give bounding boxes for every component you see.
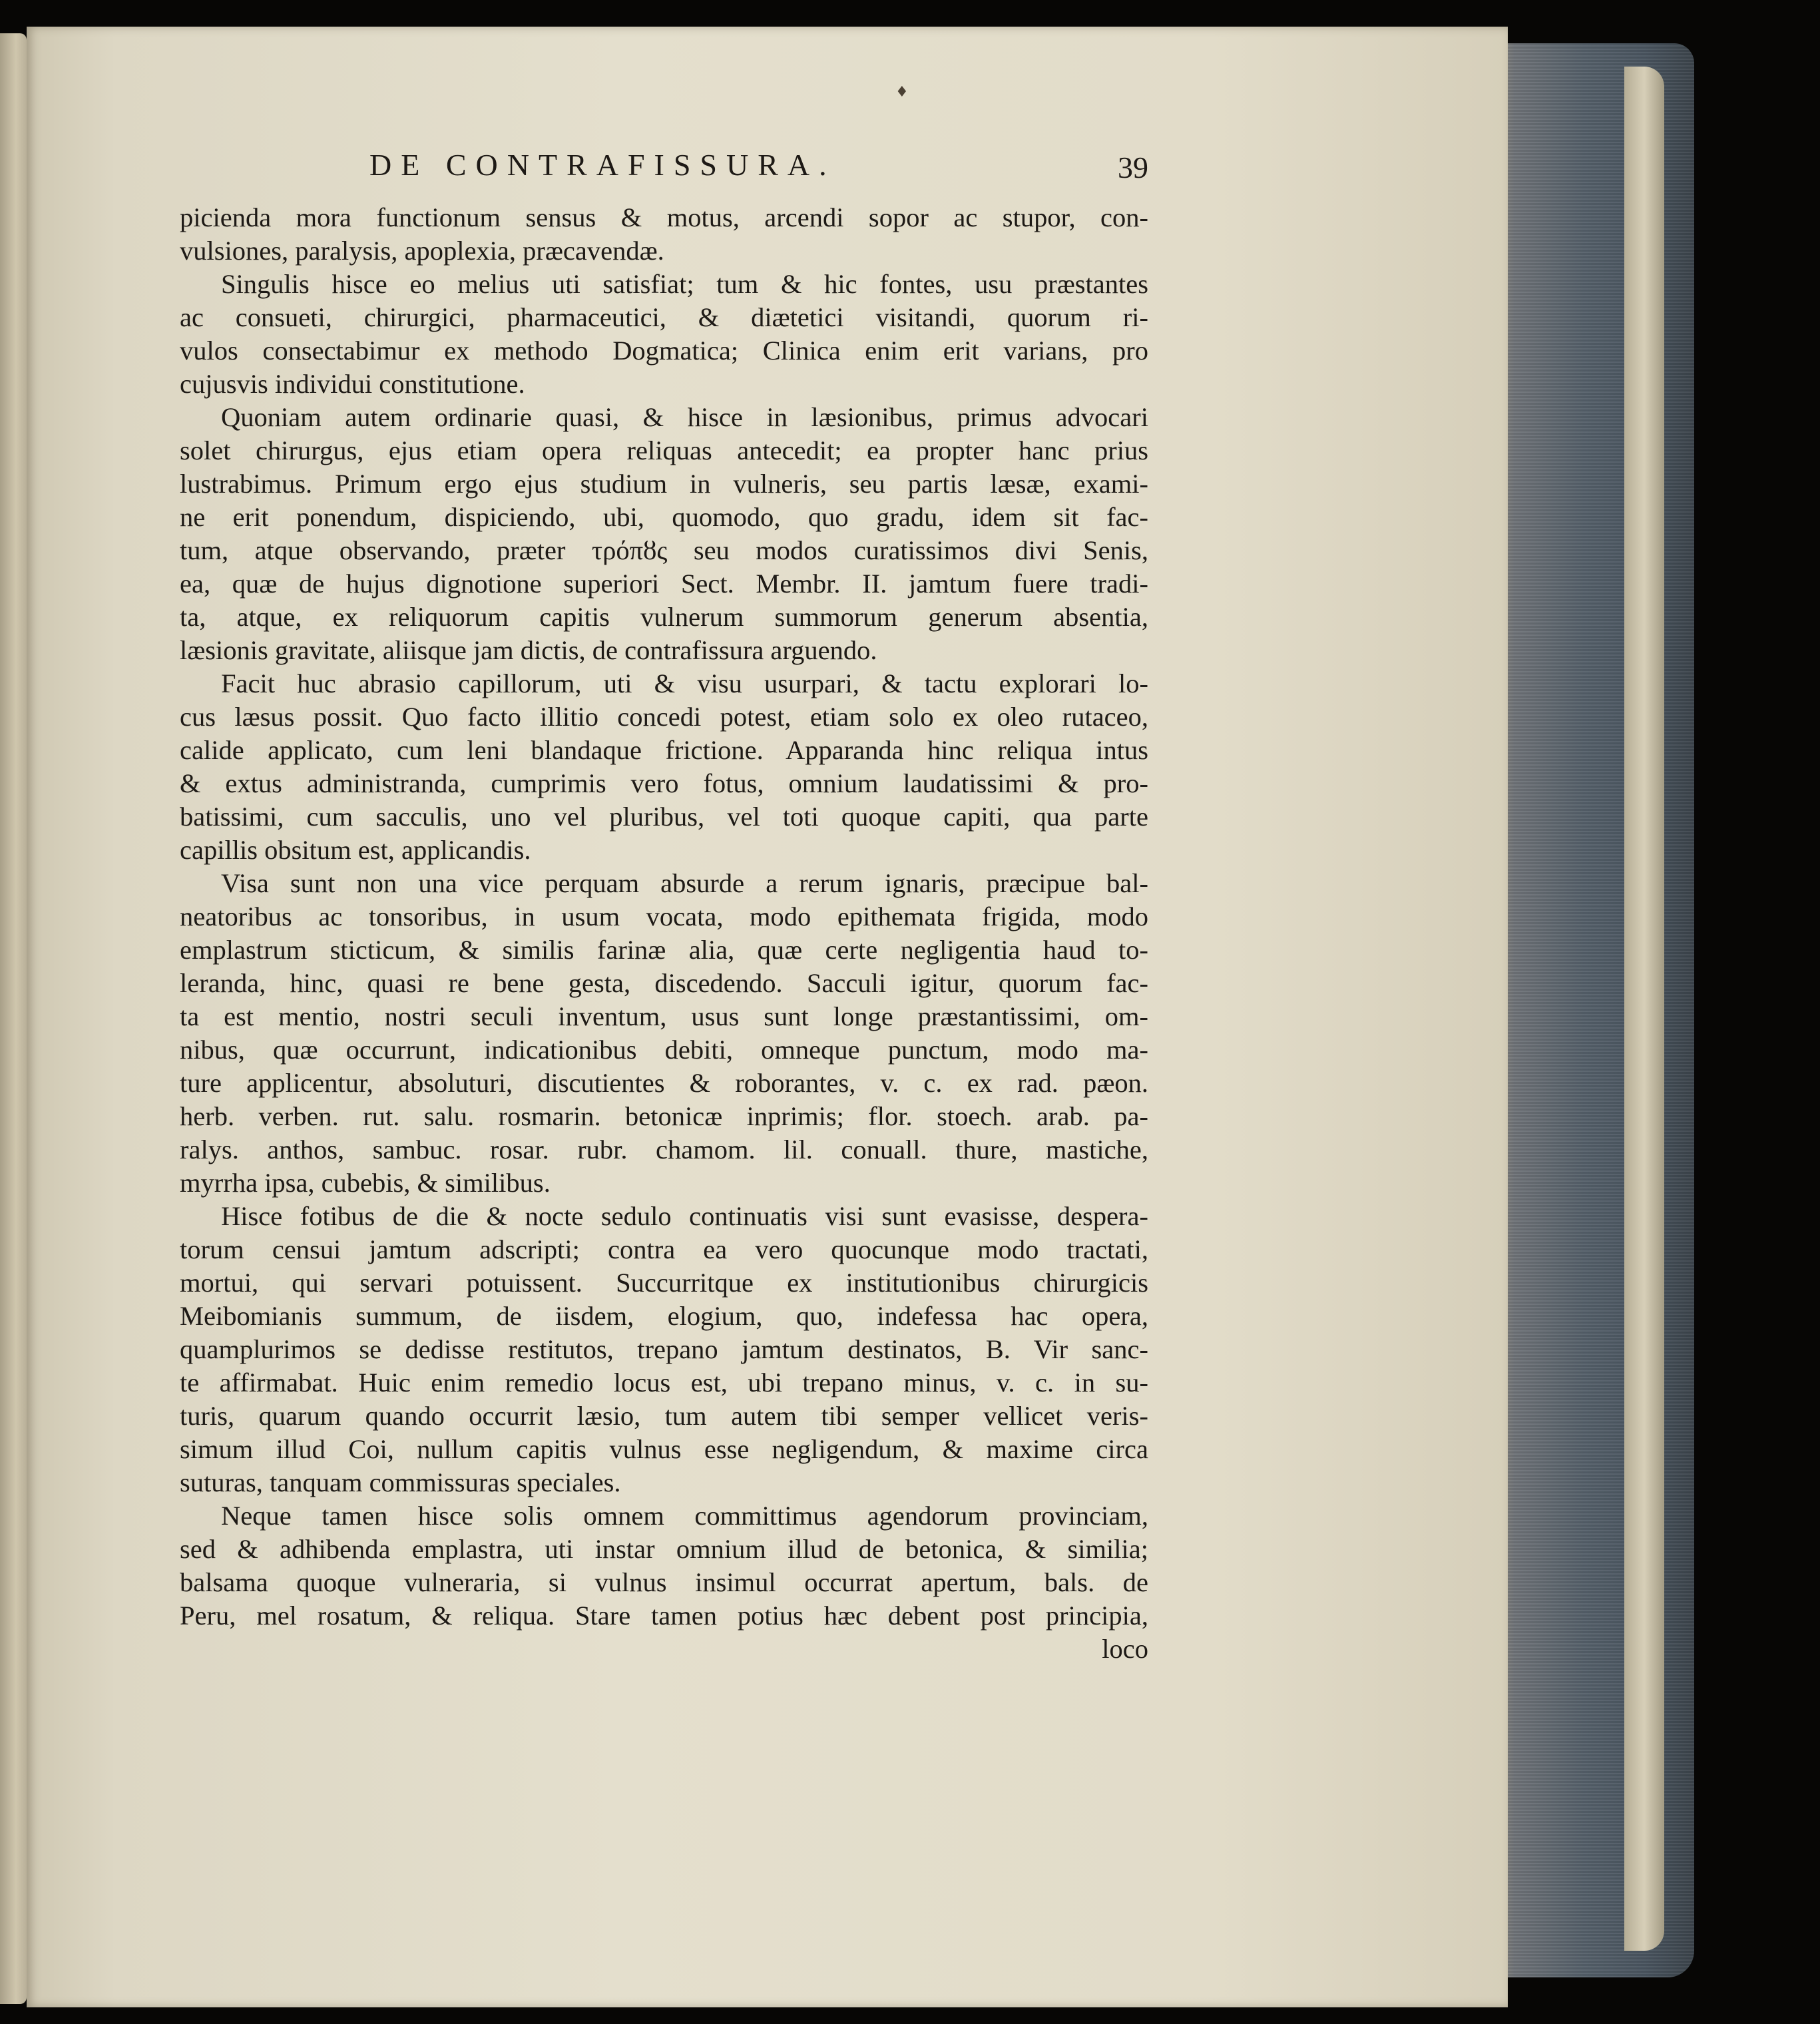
text-line: læsionis gravitate, aliisque jam dictis, de contrafissura arguendo.	[180, 635, 877, 665]
text-line: simum illud Coi, nullum capitis vulnus esse negligendum, & maxime circa	[180, 1434, 1148, 1464]
text-line: leranda, hinc, quasi re bene gesta, discedendo. Sacculi igitur, quorum fac-	[180, 968, 1148, 998]
text-line: Meibomianis summum, de iisdem, elogium, quo, indefessa hac opera,	[180, 1301, 1148, 1331]
text-line: sed & adhibenda emplastra, uti instar omnium illud de betonica, & similia;	[180, 1534, 1148, 1564]
text-line: solet chirurgus, ejus etiam opera reliquas antecedit; ea propter hanc prius	[180, 435, 1148, 465]
text-line: Facit huc abrasio capillorum, uti & visu usurpari, & tactu explorari lo-	[221, 668, 1148, 698]
text-line: myrrha ipsa, cubebis, & similibus.	[180, 1168, 551, 1198]
text-line: cujusvis individui constitutione.	[180, 369, 525, 399]
text-line: balsama quoque vulneraria, si vulnus insimul occurrat apertum, bals. de	[180, 1567, 1148, 1597]
text-line: Quoniam autem ordinarie quasi, & hisce in læsionibus, primus advocari	[221, 402, 1148, 432]
catchword: loco	[1102, 1634, 1148, 1664]
text-line: tum, atque observando, præter τρόπȣς seu modos curatissimos divi Senis,	[180, 535, 1148, 565]
text-line: nibus, quæ occurrunt, indicationibus debiti, omneque punctum, modo ma-	[180, 1035, 1148, 1065]
text-line: vulsiones, paralysis, apoplexia, præcavendæ.	[180, 236, 664, 266]
text-line: calide applicato, cum leni blandaque frictione. Apparanda hinc reliqua intus	[180, 735, 1148, 765]
text-line: Neque tamen hisce solis omnem committimus agendorum provinciam,	[221, 1501, 1148, 1531]
ornament-mark: ♦	[895, 84, 909, 101]
text-line: ralys. anthos, sambuc. rosar. rubr. chamom. lil. conuall. thure, mastiche,	[180, 1135, 1148, 1164]
text-line: batissimi, cum sacculis, uno vel pluribus, vel toti quoque capiti, qua parte	[180, 802, 1148, 832]
text-line: Visa sunt non una vice perquam absurde a rerum ignaris, præcipue bal-	[221, 868, 1148, 898]
text-line: ac consueti, chirurgici, pharmaceutici, & diætetici visitandi, quorum ri-	[180, 302, 1148, 332]
text-line: ne erit ponendum, dispiciendo, ubi, quomodo, quo gradu, idem sit fac-	[180, 502, 1148, 532]
text-line: ta est mentio, nostri seculi inventum, usus sunt longe præstantissimi, om-	[180, 1001, 1148, 1031]
text-line: lustrabimus. Primum ergo ejus studium in vulneris, seu partis læsæ, exami-	[180, 469, 1148, 499]
text-line: suturas, tanquam commissuras speciales.	[180, 1467, 621, 1497]
page-number: 39	[1118, 150, 1148, 184]
text-line: ea, quæ de hujus dignotione superiori Sect. Membr. II. jamtum fuere tradi-	[180, 569, 1148, 599]
text-line: quamplurimos se dedisse restitutos, trepano jamtum destinatos, B. Vir sanc-	[180, 1334, 1148, 1364]
running-head: DE CONTRAFISSURA.	[369, 148, 836, 182]
text-line: ta, atque, ex reliquorum capitis vulnerum summorum generum absentia,	[180, 602, 1148, 632]
text-line: & extus administranda, cumprimis vero fotus, omnium laudatissimi & pro-	[180, 768, 1148, 798]
text-line: emplastrum sticticum, & similis farinæ alia, quæ certe negligentia haud to-	[180, 935, 1148, 965]
text-line: turis, quarum quando occurrit læsio, tum autem tibi semper vellicet veris-	[180, 1401, 1148, 1431]
text-line: neatoribus ac tonsoribus, in usum vocata, modo epithemata frigida, modo	[180, 901, 1148, 931]
text-line: picienda mora functionum sensus & motus, arcendi sopor ac stupor, con-	[180, 202, 1148, 232]
text-line: ture applicentur, absoluturi, discutientes & roborantes, v. c. ex rad. pæon.	[180, 1068, 1148, 1098]
text-line: cus læsus possit. Quo facto illitio concedi potest, etiam solo ex oleo rutaceo,	[180, 702, 1148, 732]
text-line: vulos consectabimur ex methodo Dogmatica; Clinica enim erit varians, pro	[180, 336, 1148, 366]
book-cover-edge	[1624, 67, 1664, 1951]
text-line: capillis obsitum est, applicandis.	[180, 835, 531, 865]
text-line: mortui, qui servari potuissent. Succurritque ex institutionibus chirurgicis	[180, 1268, 1148, 1298]
facing-page-edge	[0, 33, 27, 2004]
text-line: torum censui jamtum adscripti; contra ea vero quocunque modo tractati,	[180, 1234, 1148, 1264]
body-text	[180, 201, 1148, 1666]
text-line: Peru, mel rosatum, & reliqua. Stare tamen potius hæc debent post principia,	[180, 1601, 1148, 1631]
text-line: herb. verben. rut. salu. rosmarin. betonicæ inprimis; flor. stoech. arab. pa-	[180, 1101, 1148, 1131]
text-line: Hisce fotibus de die & nocte sedulo continuatis visi sunt evasisse, despera-	[221, 1201, 1148, 1231]
text-line: Singulis hisce eo melius uti satisfiat; tum & hic fontes, usu præstantes	[221, 269, 1148, 299]
page-block-edge	[1494, 43, 1694, 1977]
text-line: te affirmabat. Huic enim remedio locus est, ubi trepano minus, v. c. in su-	[180, 1368, 1148, 1397]
